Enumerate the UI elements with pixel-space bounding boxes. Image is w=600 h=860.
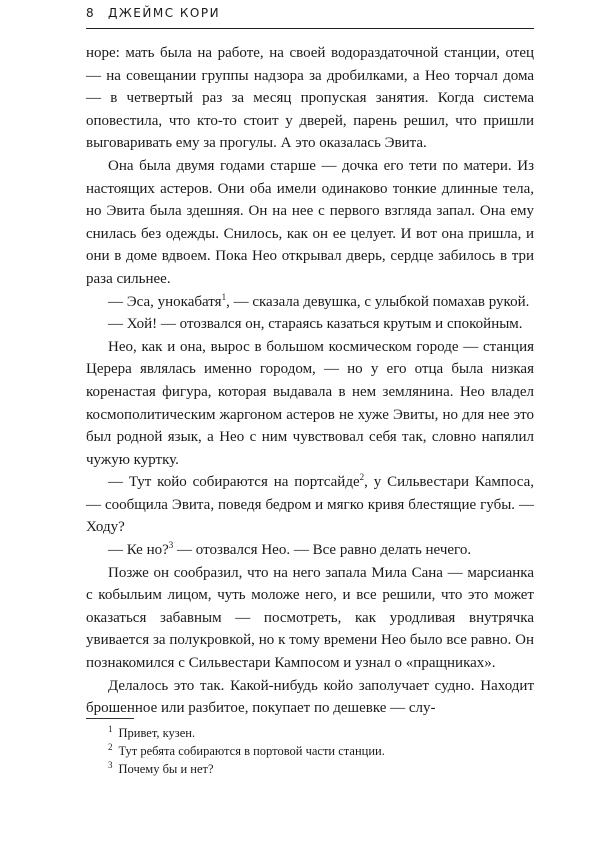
footnote-ref[interactable]: 3: [168, 540, 174, 551]
dialogue-text: — отозвался Нео. — Все равно делать нечего.: [173, 542, 472, 559]
paragraph: [86, 291, 534, 314]
footnote: [86, 742, 534, 760]
dialogue-text: — Эса, унокабатя: [108, 293, 222, 310]
body-text: [86, 42, 534, 720]
dialogue-text: , у Сильвестари Кампоса, — сообщила Эвита, поведя бедром и мягко кривя блестящие губы. — Ходу?: [86, 474, 534, 536]
dialogue-text: — Тут койо собираются на портсайде: [108, 474, 360, 491]
paragraph: [86, 471, 534, 539]
dialogue-text: — Ке но?: [108, 542, 169, 559]
footnote-ref[interactable]: 2: [359, 472, 365, 483]
paragraph: Нео, как и она, вырос в большом космическом городе — станция Церера являлась именно городом, — но у его отца была низкая коренастая фигура, которая выдавала в нем землянина. Нео владел космополитическим жаргоном астеров не хуже Эвиты, но для нее это был родной язык, а Нео с ним чувствовал себя так, словно напялил чужую куртку.: [86, 338, 534, 468]
paragraph: Позже он сообразил, что на него запала Мила Сана — марсианка с кобыльим лицом, чуть моложе него, и все решили, что это может оказаться забавным — посмотреть, как уродливая внутрячка увивается за полукровкой, но к тому времени Нео было все равно. Он познакомился с Сильвестари Кампосом и узнал о «пращниках».: [86, 564, 534, 672]
footnote-mark: 1: [108, 723, 113, 734]
footnotes: [86, 724, 534, 778]
paragraph: норе: мать была на работе, на своей водораздаточной станции, отец — на совещании группы надзора за дробилками, а Нео торчал дома — в четвертый раз за месяц пропуская занятия. Когда система оповестила, что кто-то стоит у дверей, парень решил, что пришли выговаривать ему за прогулы. А это оказалась Эвита.: [86, 45, 534, 152]
paragraph: [86, 539, 534, 562]
footnote: [86, 760, 534, 778]
page-number: 8: [86, 6, 94, 20]
footnote-text: Почему бы и нет?: [118, 762, 214, 776]
footnote-divider: [86, 718, 134, 719]
page-header: [86, 4, 534, 29]
footnote-ref[interactable]: 1: [221, 291, 227, 302]
dialogue-text: , — сказала девушка, с улыбкой помахав рукой.: [226, 293, 530, 310]
footnote-mark: 3: [108, 759, 113, 770]
footnote: [86, 724, 534, 742]
paragraph: Делалось это так. Какой-нибудь койо заполучает судно. Находит брошенное или разбитое, покупает по дешевке — слу-: [86, 677, 534, 717]
footnote-text: Привет, кузен.: [118, 726, 196, 740]
running-head: ДЖЕЙМС КОРИ: [108, 6, 221, 20]
paragraph: Она была двумя годами старше — дочка его тети по матери. Из настоящих астеров. Они оба имели одинаково тонкие длинные тела, но Эвита была здешняя. Он на нее с первого взгляда запал. Она ему снилась без одежды. Снилось, как он ее целует. И вот она пришла, и они в доме вдвоем. Пока Нео открывал дверь, сердце забилось в три раза сильнее.: [86, 157, 534, 287]
footnote-mark: 2: [108, 741, 113, 752]
footnote-text: Тут ребята собираются в портовой части станции.: [118, 744, 385, 758]
paragraph: — Хой! — отозвался он, стараясь казаться крутым и спокойным.: [108, 316, 523, 333]
